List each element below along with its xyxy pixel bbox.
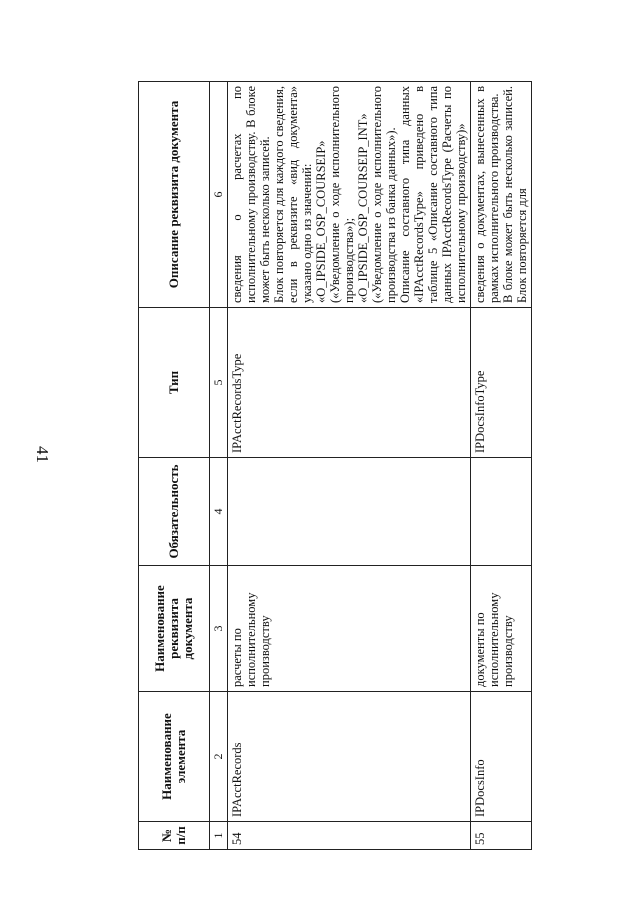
description-line: («Уведомление о ходе исполнительного производства»);: [328, 86, 356, 303]
element-name: IPAcctRecords: [228, 692, 471, 822]
page-number: 41: [33, 446, 52, 463]
header-attribute-name: Наименование реквизита документа: [139, 566, 210, 692]
header-type: Тип: [139, 308, 210, 458]
description-line: В блоке может быть несколько записей. Блок повторяется для: [501, 86, 529, 303]
attribute-description: [471, 82, 532, 308]
obligation: [228, 458, 471, 566]
row-number: 54: [228, 822, 471, 850]
description-line: Блок повторяется для каждого сведения, если в реквизите «вид документа» указано одно из значений:: [272, 86, 314, 303]
column-number: 1: [210, 822, 228, 850]
rotated-page-content: [138, 82, 544, 850]
column-number-row: [210, 82, 228, 850]
column-number: 4: [210, 458, 228, 566]
header-description: Описание реквизита документа: [139, 82, 210, 308]
header-obligation: Обязательность: [139, 458, 210, 566]
column-number: 3: [210, 566, 228, 692]
attribute-name: расчеты по исполнительному производству: [228, 566, 471, 692]
document-attributes-table: [138, 81, 532, 850]
description-line: («Уведомление о ходе исполнительного производства из банка данных»).: [370, 86, 398, 303]
column-number: 5: [210, 308, 228, 458]
row-number: 55: [471, 822, 532, 850]
table-row: [228, 82, 471, 850]
attribute-description: [228, 82, 471, 308]
description-line: сведения о расчетах по исполнительному производству. В блоке может быть несколько записей.: [230, 86, 272, 303]
obligation: [471, 458, 532, 566]
table-header-row: [139, 82, 210, 850]
column-number: 2: [210, 692, 228, 822]
header-element-name: Наименование элемента: [139, 692, 210, 822]
attribute-name: документы по исполнительному производству: [471, 566, 532, 692]
description-line: Описание составного типа данных «IPAcctRecordsType» приведено в таблице 5 «Описание составного типа данных IPAcctRecordsType (Расчеты по исполнительному производству)»: [398, 86, 468, 303]
element-name: IPDocsInfo: [471, 692, 532, 822]
description-line: «O_IPSIDE_OSP_COURSEIP»: [314, 140, 328, 303]
description-line: «O_IPSIDE_OSP_COURSEIP_INT»: [356, 113, 370, 303]
column-number: 6: [210, 82, 228, 308]
header-number: № п/п: [139, 822, 210, 850]
table-row: [471, 82, 532, 850]
description-line: сведения о документах, вынесенных в рамках исполнительного производства.: [473, 86, 501, 303]
type-name: IPAcctRecordsType: [228, 308, 471, 458]
type-name: IPDocsInfoType: [471, 308, 532, 458]
